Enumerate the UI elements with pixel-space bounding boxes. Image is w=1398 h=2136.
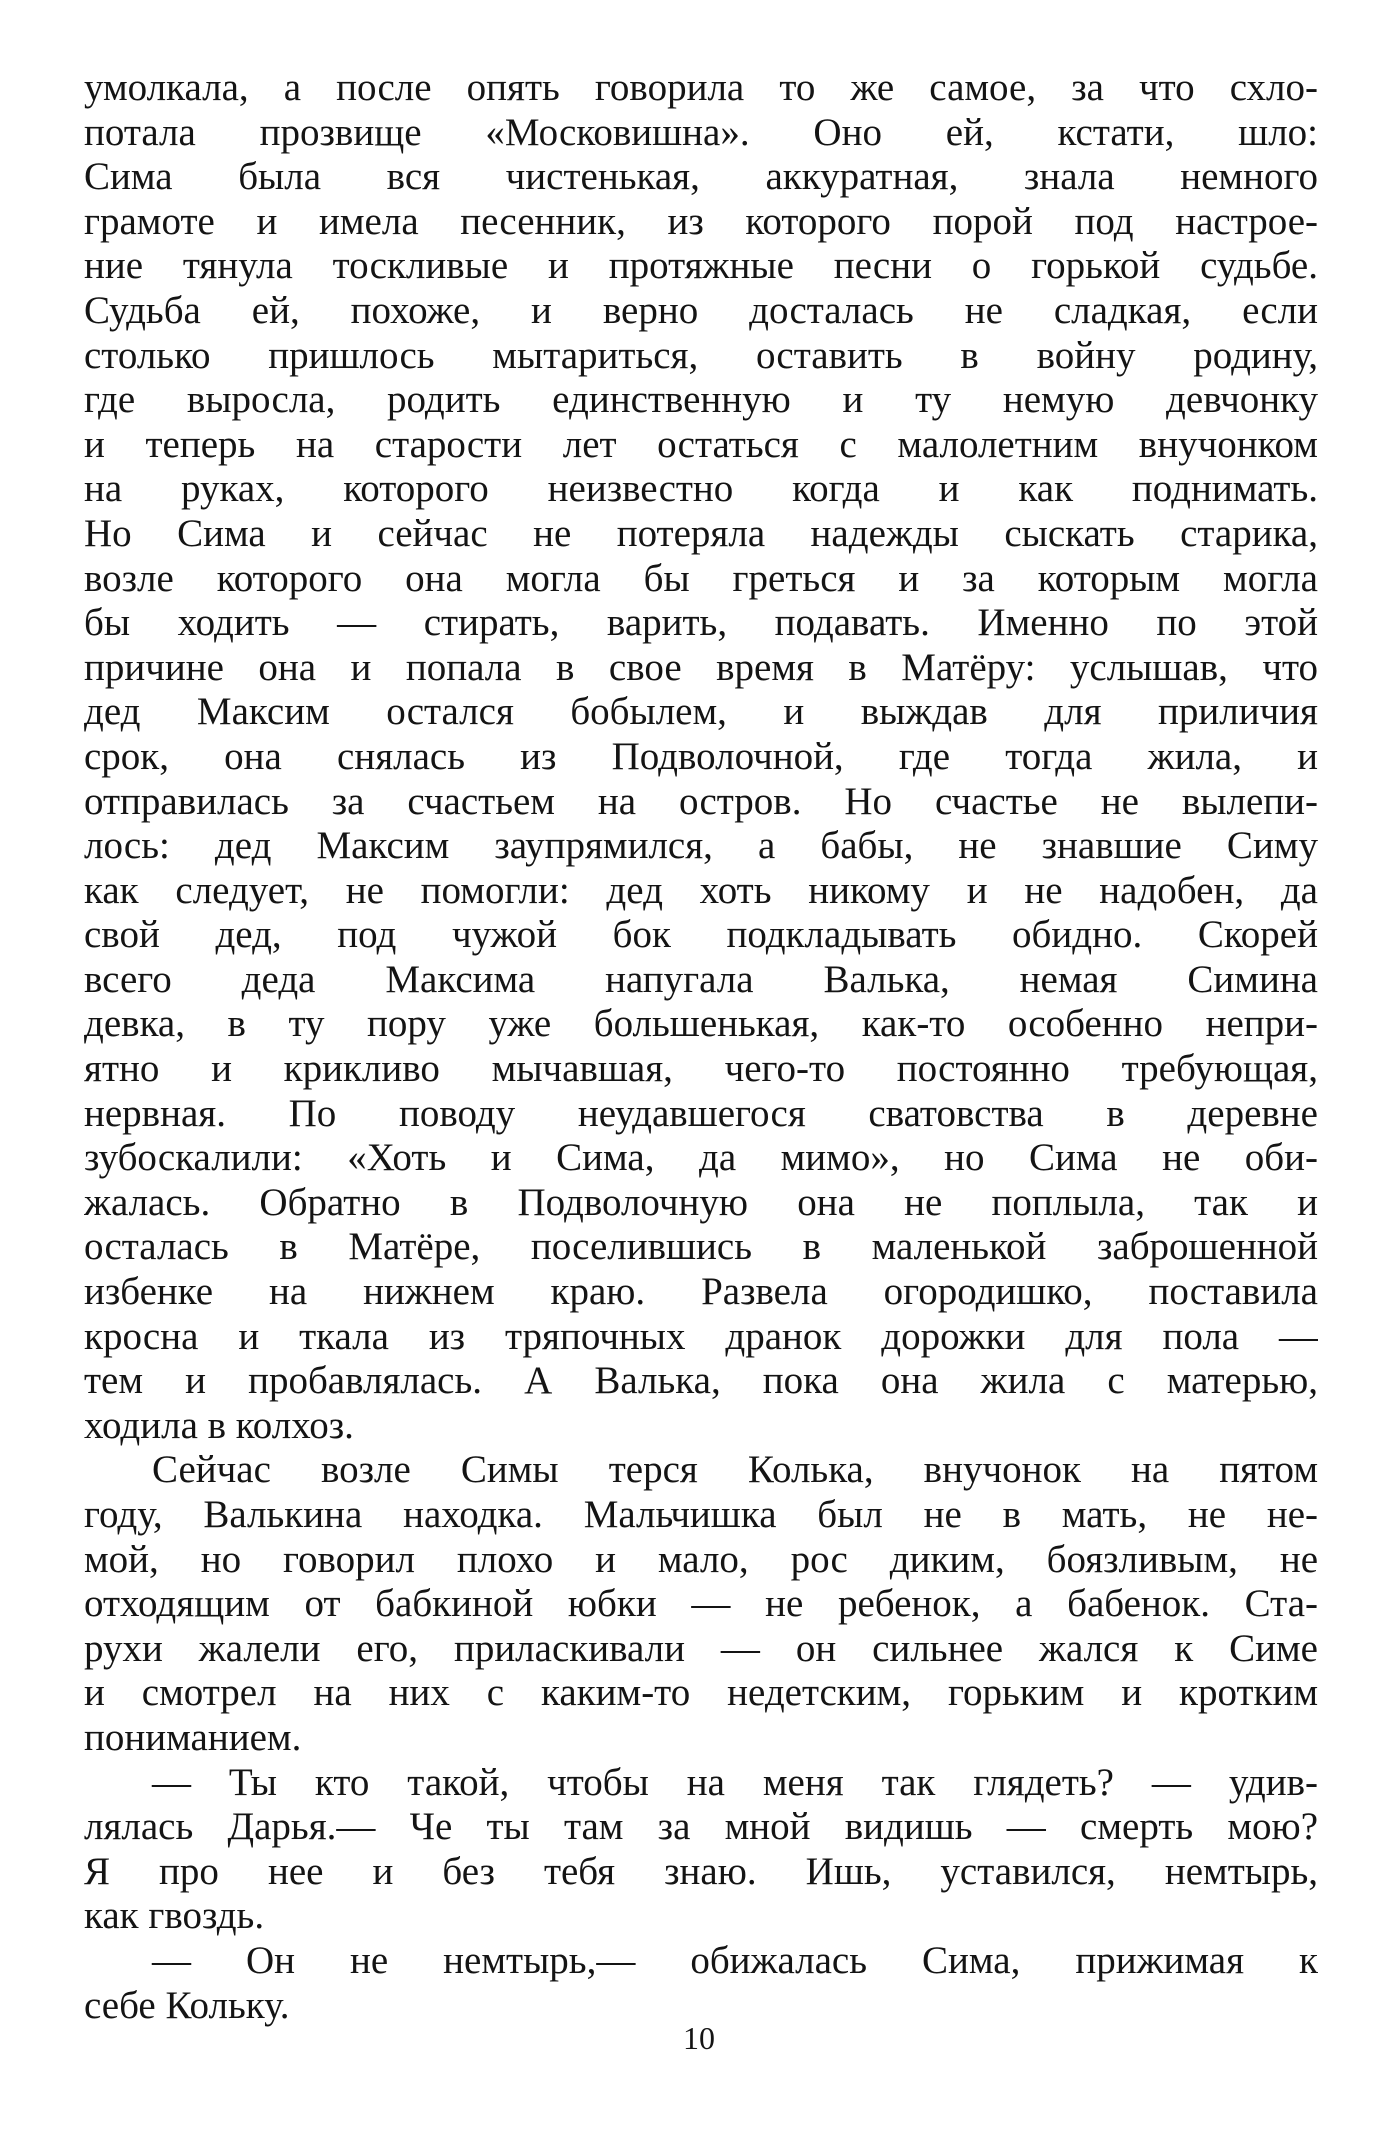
text-line: тем и пробавлялась. А Валька, пока она жила с матерью,	[84, 1359, 1318, 1403]
text-line: — Ты кто такой, чтобы на меня так глядеть? — удив-	[152, 1760, 1318, 1804]
text-line: себе Кольку.	[84, 1983, 290, 2027]
text-line: Сима была вся чистенькая, аккуратная, знала немного	[84, 155, 1318, 199]
text-line: как следует, не помогли: дед хоть никому и не надобен, да	[84, 868, 1318, 912]
text-line: всего деда Максима напугала Валька, немая Симина	[84, 957, 1318, 1001]
text-line: избенке на нижнем краю. Развела огородишко, поставила	[84, 1270, 1318, 1314]
text-line: кросна и ткала из тряпочных дранок дорожки для пола —	[84, 1314, 1318, 1358]
text-line: ятно и крикливо мычавшая, чего-то постоянно требующая,	[84, 1047, 1318, 1091]
text-line: как гвоздь.	[84, 1894, 265, 1938]
page-number: 10	[683, 2020, 715, 2056]
text-line: грамоте и имела песенник, из которого порой под настрое-	[84, 199, 1318, 243]
text-line: Но Сима и сейчас не потеряла надежды сыскать старика,	[84, 511, 1318, 555]
text-line: ние тянула тоскливые и протяжные песни о горькой судьбе.	[84, 244, 1318, 288]
text-line: возле которого она могла бы греться и за которым могла	[84, 556, 1318, 600]
text-line: нервная. По поводу неудавшегося сватовства в деревне	[84, 1091, 1318, 1135]
text-line: бы ходить — стирать, варить, подавать. Именно по этой	[84, 601, 1318, 645]
text-line: срок, она снялась из Подволочной, где тогда жила, и	[84, 734, 1318, 778]
text-line: умолкала, а после опять говорила то же самое, за что схло-	[84, 66, 1318, 109]
text-line: и теперь на старости лет остаться с малолетним внучонком	[84, 422, 1318, 466]
text-line: и смотрел на них с каким-то недетским, горьким и кротким	[84, 1671, 1318, 1715]
text-line: отправилась за счастьем на остров. Но счастье не вылепи-	[84, 779, 1318, 823]
text-line: лялась Дарья.— Че ты там за мной видишь — смерть мою?	[84, 1805, 1318, 1849]
paragraph	[84, 1761, 1318, 1939]
text-line: жалась. Обратно в Подволочную она не поплыла, так и	[84, 1180, 1318, 1224]
text-line: столько пришлось мытариться, оставить в войну родину,	[84, 333, 1318, 377]
paragraph	[84, 66, 1318, 1448]
text-line: Я про нее и без тебя знаю. Ишь, уставился, немтырь,	[84, 1849, 1318, 1893]
paragraph	[84, 1448, 1318, 1760]
text-line: девка, в ту пору уже большенькая, как-то особенно непри-	[84, 1002, 1318, 1046]
text-line: причине она и попала в свое время в Матёру: услышав, что	[84, 645, 1318, 689]
text-line: Сейчас возле Симы терся Колька, внучонок на пятом	[152, 1448, 1318, 1492]
paragraph	[84, 1939, 1318, 2028]
text-line: рухи жалели его, приласкивали — он сильнее жался к Симе	[84, 1626, 1318, 1670]
text-line: свой дед, под чужой бок подкладывать обидно. Скорей	[84, 913, 1318, 957]
text-line: году, Валькина находка. Мальчишка был не в мать, не не-	[84, 1493, 1318, 1536]
text-line: лось: дед Максим заупрямился, а бабы, не знавшие Симу	[84, 824, 1318, 868]
text-line: осталась в Матёре, поселившись в маленькой заброшенной	[84, 1225, 1318, 1269]
text-line: где выросла, родить единственную и ту немую девчонку	[84, 378, 1318, 422]
text-line: отходящим от бабкиной юбки — не ребенок, а бабенок. Ста-	[84, 1582, 1318, 1626]
text-line: зубоскалили: «Хоть и Сима, да мимо», но Сима не оби-	[84, 1136, 1318, 1180]
text-line: — Он не немтырь,— обижалась Сима, прижимая к	[152, 1938, 1318, 1982]
text-line: Судьба ей, похоже, и верно досталась не сладкая, если	[84, 288, 1318, 332]
text-line: мой, но говорил плохо и мало, рос диким, боязливым, не	[84, 1537, 1318, 1581]
text-body	[84, 66, 1318, 2028]
text-line: ходила в колхоз.	[84, 1403, 354, 1447]
text-line: на руках, которого неизвестно когда и как поднимать.	[84, 467, 1318, 511]
text-line: пониманием.	[84, 1715, 302, 1759]
text-line: потала прозвище «Московишна». Оно ей, кстати, шло:	[84, 110, 1318, 154]
text-line: дед Максим остался бобылем, и выждав для приличия	[84, 690, 1318, 734]
